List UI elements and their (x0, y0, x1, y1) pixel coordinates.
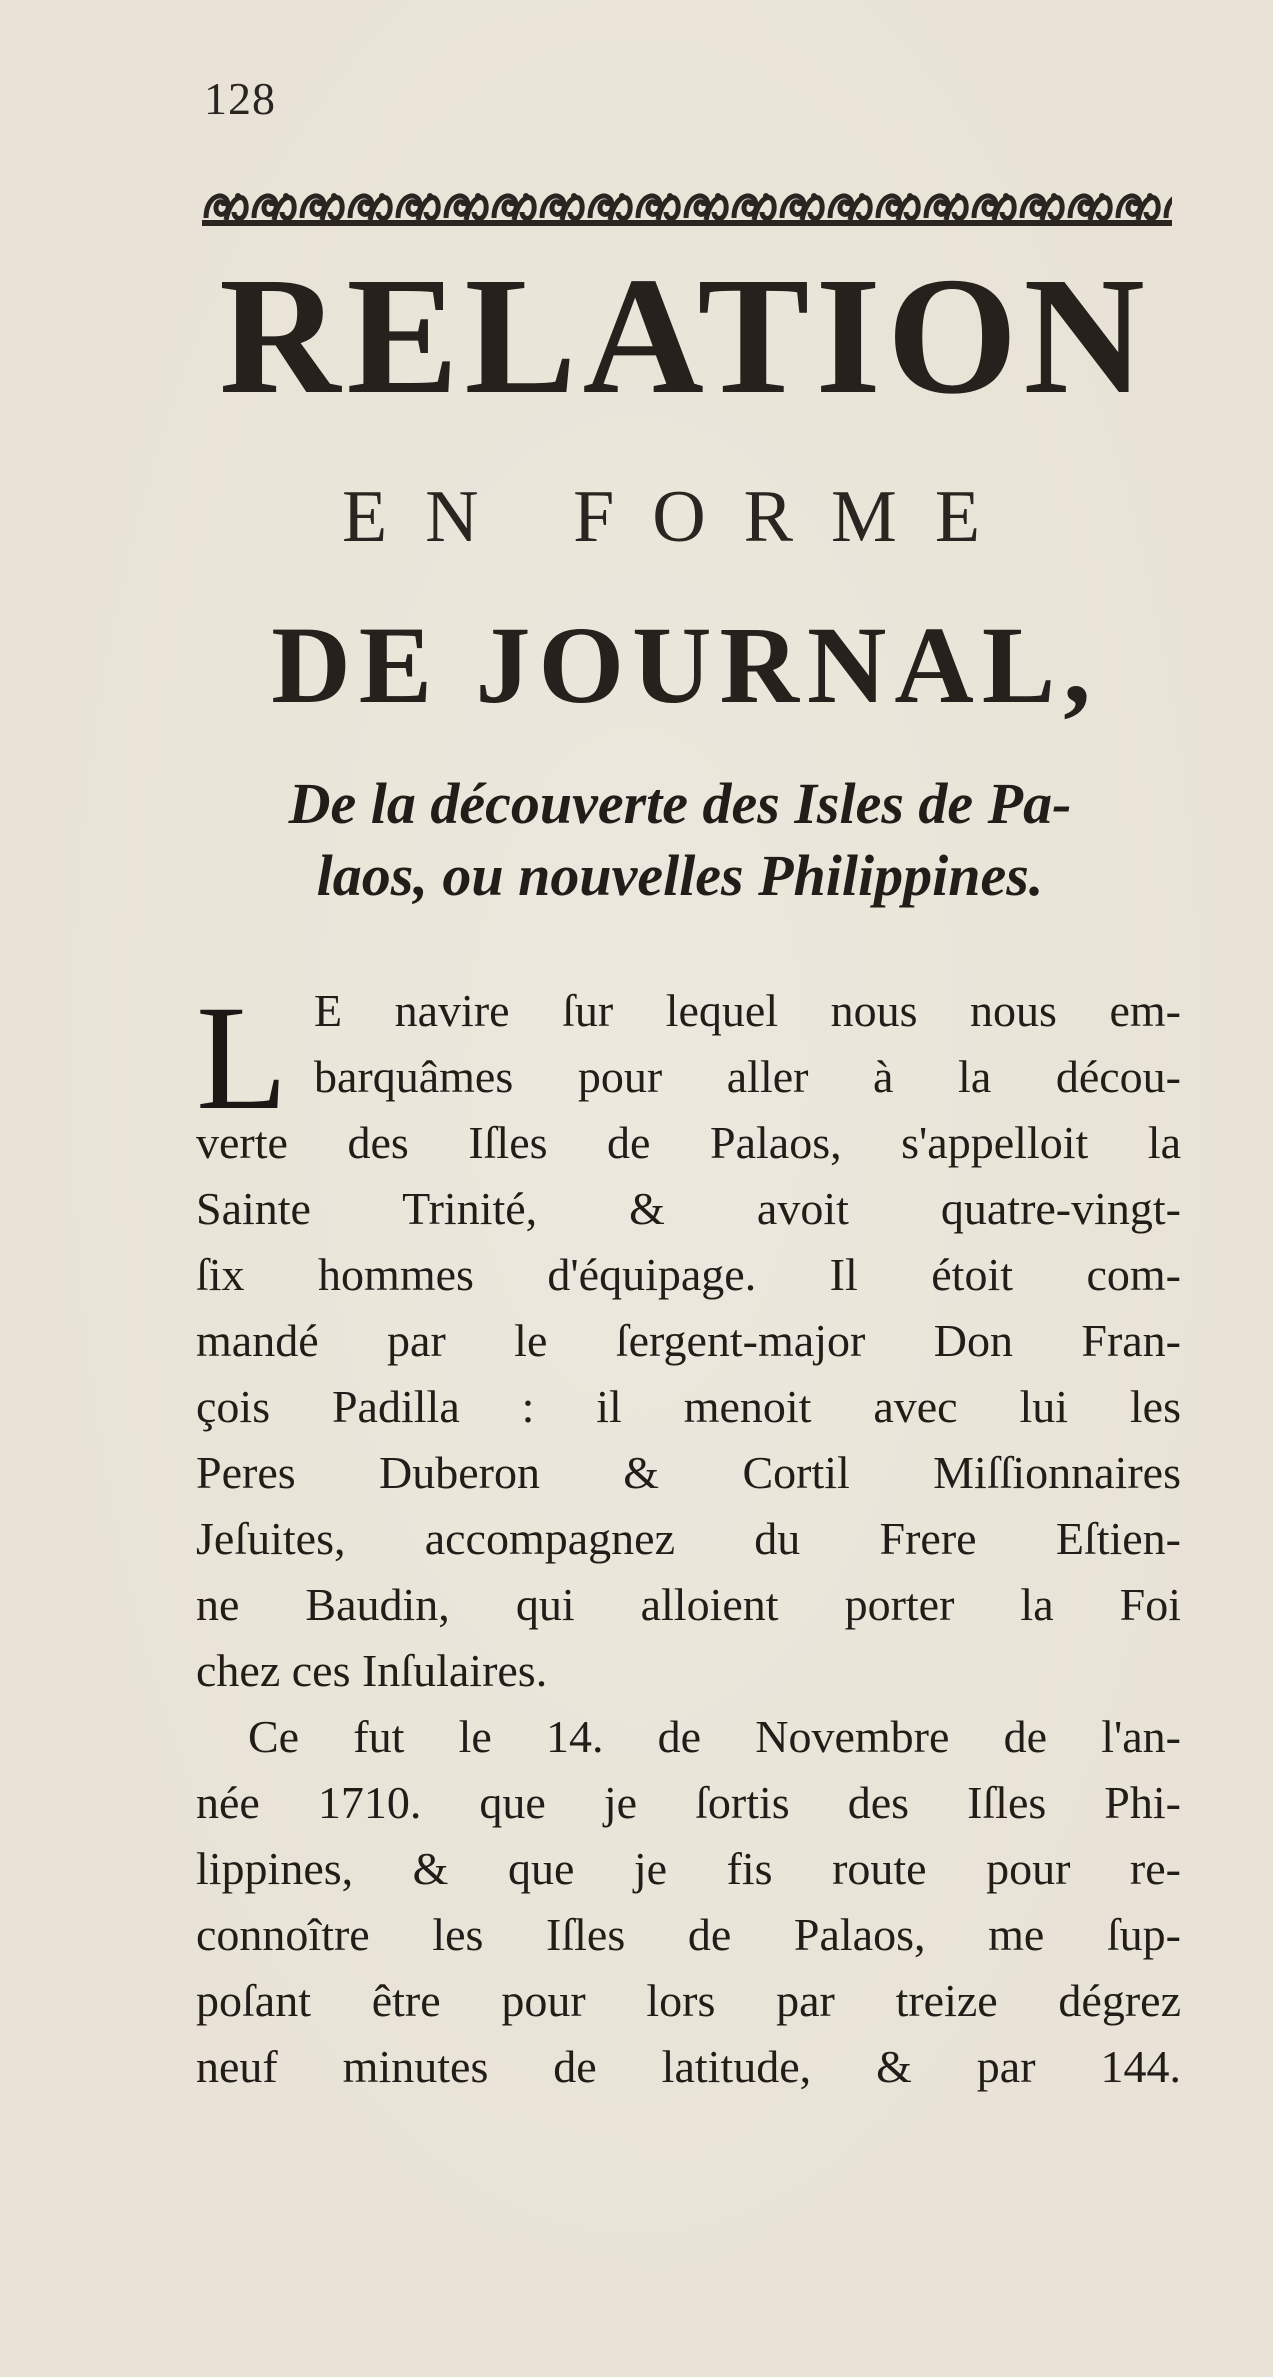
subtitle-line-2: DE JOURNAL, (271, 604, 1099, 726)
paragraph-line: née 1710. que je ſortis des Iſles Phi- (196, 1777, 1181, 1828)
subhead-line: laos, ou nouvelles Philippines. (316, 843, 1044, 908)
paragraph-line: mandé par le ſergent-major Don Fran- (196, 1315, 1181, 1366)
paragraph-line: Jeſuites, accompagnez du Frere Eſtien- (196, 1513, 1181, 1564)
paragraph-line: ne Baudin, qui alloient porter la Foi (196, 1579, 1181, 1630)
drop-cap: L (196, 975, 288, 1141)
paragraph-line: Sainte Trinité, & avoit quatre-vingt- (196, 1183, 1181, 1234)
paragraph-line: E navire ſur lequel nous nous em- (314, 985, 1181, 1036)
page-title: RELATION (219, 243, 1151, 429)
body-text (196, 975, 1181, 2100)
paragraph-line: poſant être pour lors par treize dégrez (196, 1975, 1181, 2026)
paragraph-line: chez ces Inſulaires. (196, 1645, 548, 1696)
paragraph-line: verte des Iſles de Palaos, s'appelloit la (196, 1117, 1181, 1168)
paragraph-line: lippines, & que je fis route pour re- (196, 1843, 1181, 1894)
paragraph-line: neuf minutes de latitude, & par 144. (196, 2041, 1181, 2092)
paragraph-line: Ce fut le 14. de Novembre de l'an- (248, 1711, 1181, 1762)
paragraph-line: barquâmes pour aller à la décou- (314, 1051, 1181, 1102)
italic-subheading (200, 768, 1160, 912)
decorative-ornament-band (202, 180, 1172, 230)
subtitle-line-1: EN FORME (341, 476, 1019, 558)
paragraph-line: çois Padilla : il menoit avec lui les (196, 1381, 1181, 1432)
paragraph-line: ſix hommes d'équipage. Il étoit com- (196, 1249, 1181, 1300)
paragraph-line: connoître les Iſles de Palaos, me ſup- (196, 1909, 1181, 1960)
page-number: 128 (204, 73, 276, 124)
subhead-line: De la découverte des Isles de Pa- (288, 771, 1072, 836)
paragraph-line: Peres Duberon & Cortil Miſſionnaires (196, 1447, 1181, 1498)
